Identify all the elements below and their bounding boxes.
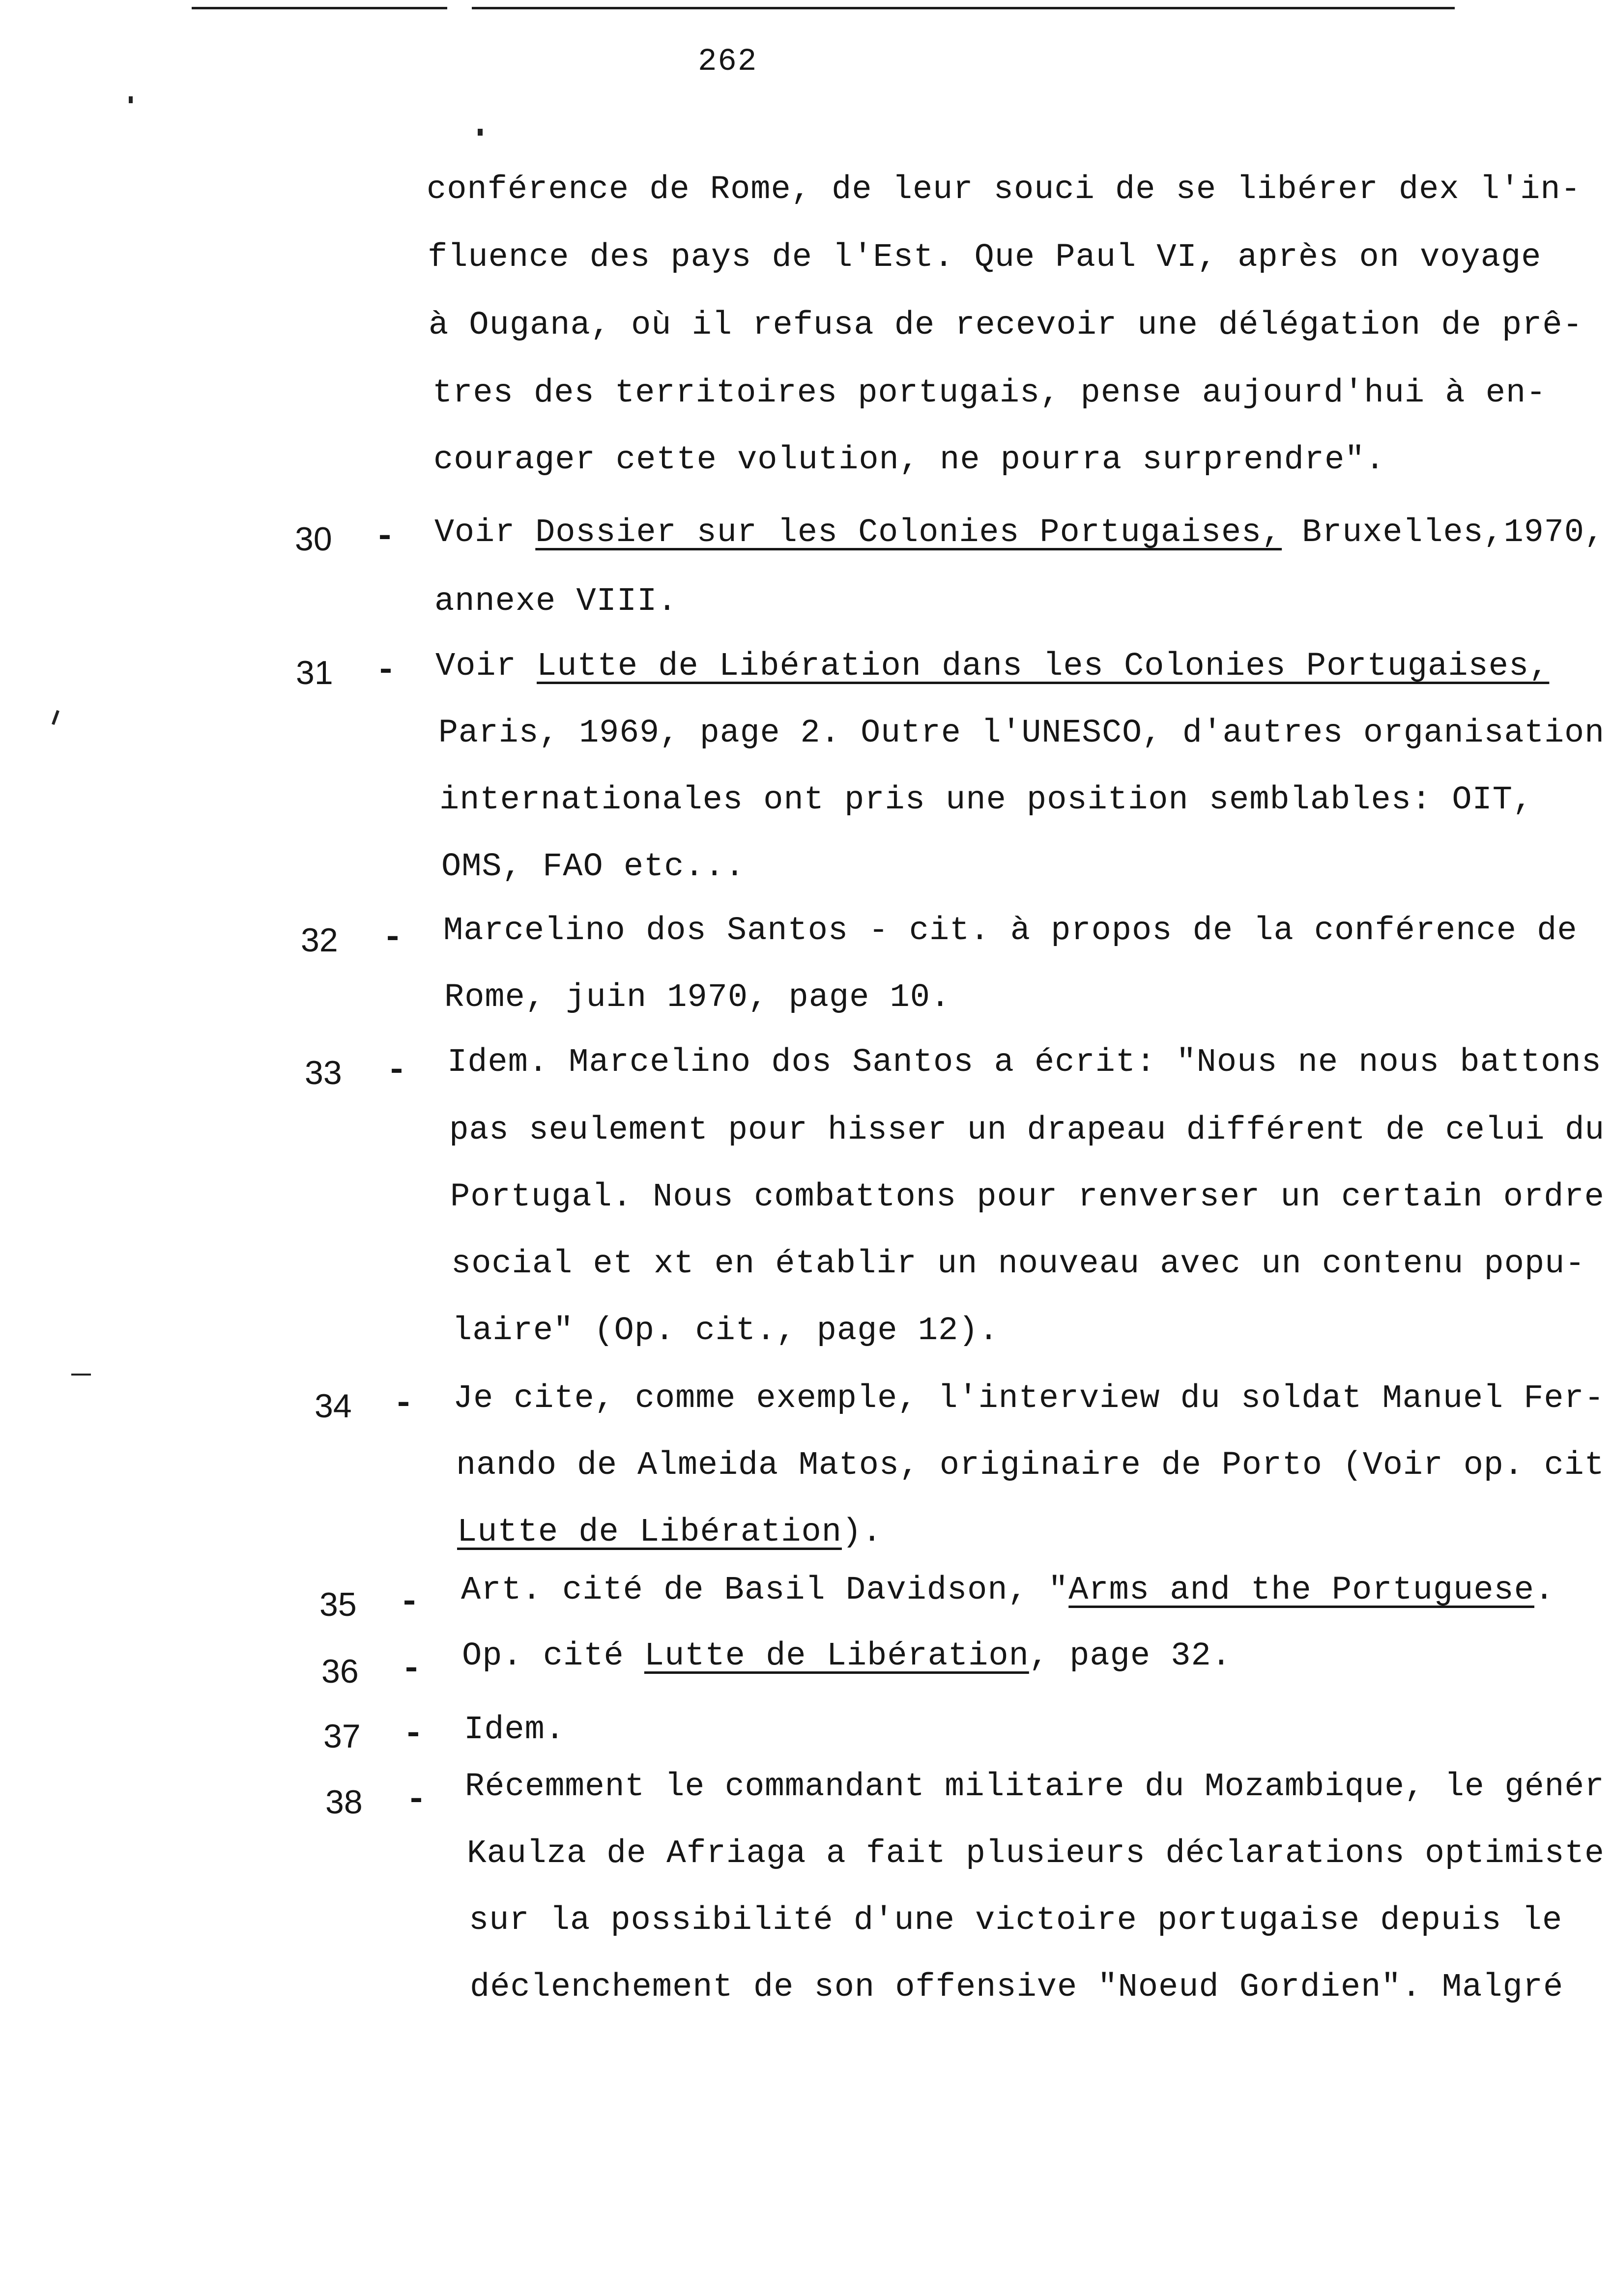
note-line: Voir Lutte de Libération dans les Colonies Portugaises,: [435, 648, 1550, 685]
note-line: Lutte de Libération).: [457, 1514, 883, 1551]
note-number: 33: [305, 1054, 342, 1091]
note-line: Op. cité Lutte de Libération, page 32.: [462, 1637, 1232, 1675]
note-number: 38: [325, 1783, 363, 1821]
continuation-line: tres des territoires portugais, pense aujourd'hui à en-: [432, 374, 1547, 412]
note-line: annexe VIII.: [434, 583, 678, 620]
note-line: Idem. Marcelino dos Santos a écrit: "Nous ne nous battons: [447, 1044, 1602, 1081]
scan-mark: [71, 1374, 91, 1376]
note-line: Marcelino dos Santos - cit. à propos de la conférence de: [443, 912, 1578, 949]
note-number: 34: [315, 1387, 352, 1425]
note-number: 36: [321, 1653, 359, 1690]
note-number: 35: [319, 1586, 357, 1623]
top-rule-left: [192, 7, 447, 9]
top-rule-right: [472, 7, 1455, 9]
note-dash: -: [393, 1385, 414, 1424]
note-dash: -: [382, 919, 403, 958]
work-title: Lutte de Libération dans les Colonies Portugaises,: [537, 648, 1550, 685]
note-line: Idem.: [464, 1711, 566, 1749]
note-line: Rome, juin 1970, page 10.: [444, 979, 951, 1016]
scan-mark: [52, 710, 59, 725]
scan-mark: [129, 96, 133, 103]
note-dash: -: [399, 1583, 420, 1622]
note-line: Paris, 1969, page 2. Outre l'UNESCO, d'autres organisation: [438, 715, 1605, 752]
note-line: pas seulement pour hisser un drapeau différent de celui du: [449, 1112, 1605, 1149]
page-number: 262: [698, 44, 758, 80]
note-dash: -: [401, 1650, 422, 1689]
continuation-line: courager cette volution, ne pourra surprendre".: [433, 441, 1385, 479]
note-number: 37: [323, 1718, 361, 1755]
note-line: internationales ont pris une position semblables: OIT,: [439, 781, 1533, 819]
note-line: Récemment le commandant militaire du Mozambique, le génér: [465, 1768, 1605, 1806]
work-title: Lutte de Libération: [644, 1637, 1029, 1675]
note-line: social et xt en établir un nouveau avec un contenu popu-: [451, 1245, 1585, 1283]
note-dash: -: [406, 1781, 427, 1820]
note-line: déclenchement de son offensive "Noeud Gordien". Malgré: [470, 1969, 1564, 2006]
continuation-line: fluence des pays de l'Est. Que Paul VI, après on voyage: [428, 239, 1542, 276]
note-line: OMS, FAO etc...: [441, 848, 746, 886]
note-number: 32: [301, 921, 338, 959]
note-dash: -: [386, 1052, 407, 1091]
note-line: nando de Almeida Matos, originaire de Porto (Voir op. cit: [456, 1447, 1605, 1484]
note-dash: -: [374, 518, 396, 557]
note-line: Portugal. Nous combattons pour renverser un certain ordre: [450, 1178, 1605, 1216]
work-title: Arms and the Portuguese: [1068, 1572, 1534, 1609]
scan-mark: [478, 129, 483, 136]
note-dash: -: [403, 1715, 424, 1754]
note-dash: -: [375, 652, 397, 690]
note-line: sur la possibilité d'une victoire portugaise depuis le: [469, 1902, 1563, 1939]
note-line: Art. cité de Basil Davidson, "Arms and the Portuguese.: [461, 1572, 1555, 1609]
note-number: 31: [296, 654, 333, 691]
continuation-line: à Ougana, où il refusa de recevoir une délégation de prê-: [429, 307, 1583, 344]
work-title: Lutte de Libération: [457, 1514, 842, 1551]
continuation-line: conférence de Rome, de leur souci de se libérer dex l'in-: [427, 171, 1581, 208]
note-line: laire" (Op. cit., page 12).: [452, 1312, 999, 1349]
note-line: Je cite, comme exemple, l'interview du soldat Manuel Fer-: [453, 1380, 1605, 1417]
note-line: Voir Dossier sur les Colonies Portugaises, Bruxelles,1970,: [434, 514, 1605, 551]
work-title: Dossier sur les Colonies Portugaises,: [535, 514, 1282, 551]
note-number: 30: [295, 520, 332, 558]
note-line: Kaulza de Afriaga a fait plusieurs déclarations optimiste: [467, 1835, 1605, 1872]
